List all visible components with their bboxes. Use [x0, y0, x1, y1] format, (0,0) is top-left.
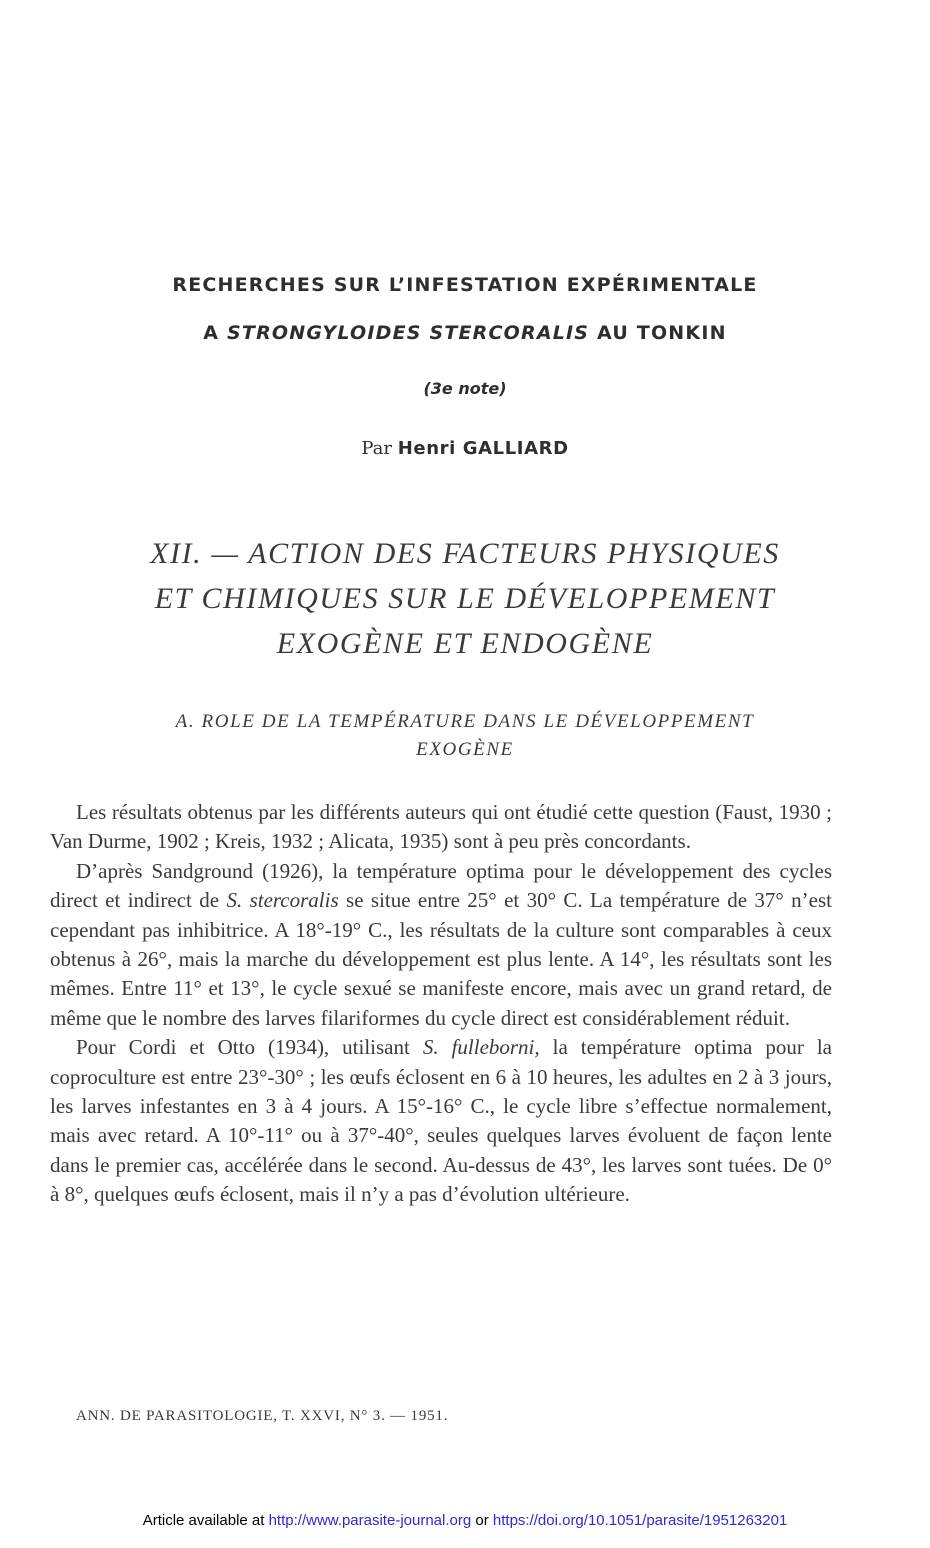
body-text — [50, 798, 832, 1210]
paragraph-3-part-a: Pour Cordi et Otto (1934), utilisant — [76, 1035, 423, 1060]
section-heading-line-3: EXOGÈNE ET ENDOGÈNE — [276, 627, 654, 660]
article-title-text-1: RECHERCHES SUR L’INFESTATION EXPÉRIMENTALE — [172, 274, 758, 296]
author-line — [0, 438, 930, 459]
subsection-heading — [60, 708, 870, 764]
article-title-species: STRONGYLOIDES STERCORALIS — [227, 322, 590, 344]
author-name: Henri GALLIARD — [397, 438, 569, 459]
paragraph-2-part-b: se situe entre 25° et 30° C. La température de 37° n’est cependant pas inhibitrice. A 18°-19° C., les résultats de la culture sont comparables à ceux obtenus à 26°, mais la marche du développement est plus lente. A 14°, les résultats sont les mêmes. Entre 11° et 13°, le cycle sexué se manifeste encore, mais avec un grand retard, de même que le nombre des larves filariformes du cycle direct est considérablement réduit. — [50, 888, 833, 1030]
paragraph-2 — [50, 857, 832, 1033]
article-title-suffix: AU TONKIN — [589, 322, 727, 344]
doi-link[interactable]: https://doi.org/10.1051/parasite/1951263201 — [492, 1512, 788, 1529]
section-heading-line-2: ET CHIMIQUES SUR LE DÉVELOPPEMENT — [154, 582, 776, 615]
footer-middle: or — [471, 1512, 493, 1529]
paragraph-3-species: S. fulleborni, — [422, 1035, 540, 1060]
paragraph-2-part-a: D’après Sandground (1926), la température optima pour le développement des cycles direct et indirect de — [50, 858, 832, 913]
section-heading-line-1: XII. — ACTION DES FACTEURS PHYSIQUES — [150, 537, 780, 570]
paragraph-1: Les résultats obtenus par les différents auteurs qui ont étudié cette question (Faust, 1930 ; Van Durme, 1902 ; Kreis, 1932 ; Alicata, 1935) sont à peu près concordants. — [50, 800, 832, 854]
author-prefix: Par — [361, 438, 398, 459]
note-label: (3e note) — [423, 379, 507, 398]
subsection-heading-line-2: EXOGÈNE — [416, 739, 514, 760]
article-title-prefix: A — [203, 322, 228, 344]
section-heading — [80, 531, 850, 666]
article-title-line-1 — [0, 274, 930, 296]
paragraph-3 — [50, 1033, 832, 1209]
subsection-heading-line-1: A. ROLE DE LA TEMPÉRATURE DANS LE DÉVELOPPEMENT — [175, 711, 755, 732]
paragraph-3-part-b: la température optima pour la coproculture est entre 23°-30° ; les œufs éclosent en 6 à 10 heures, les adultes en 2 à 3 jours, les larves infestantes en 3 à 4 jours. A 15°-16° C., le cycle libre s’effectue normalement, mais avec retard. A 10°-11° ou à 37°-40°, seules quelques larves évoluent de façon lente dans le premier cas, accélérée dans le second. Au-dessus de 43°, les larves sont tuées. De 0° à 8°, quelques œufs éclosent, mais il n’y a pas d’évolution ultérieure. — [50, 1035, 832, 1207]
journal-reference: ANN. DE PARASITOLOGIE, T. XXVI, N° 3. — 1951. — [76, 1408, 449, 1424]
paragraph-2-species: S. stercoralis — [226, 888, 339, 913]
parasite-journal-link[interactable]: http://www.parasite-journal.org — [268, 1512, 472, 1529]
article-availability-footer — [0, 1512, 930, 1529]
article-title-line-2 — [0, 322, 930, 344]
footer-prefix: Article available at — [142, 1512, 269, 1529]
